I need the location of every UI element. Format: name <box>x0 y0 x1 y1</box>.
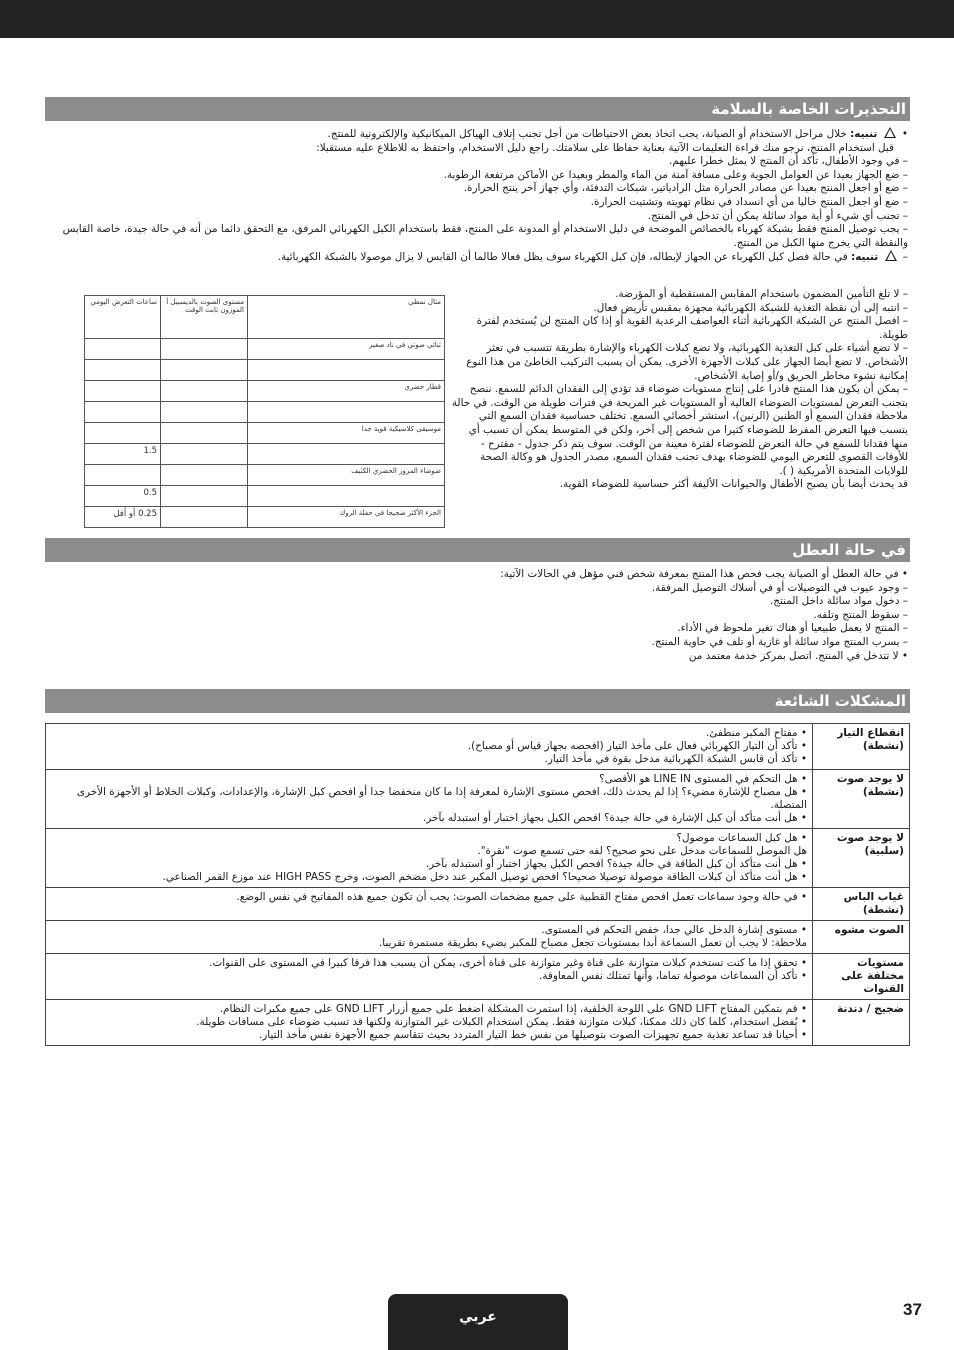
safety-intro <box>48 127 908 265</box>
table-cell <box>248 360 445 381</box>
safety-item: – افصل المنتج عن الشبكة الكهربائية أثناء العواصف الرعدية القوية أو إذا كان المنتج لن يُستخدم لفترة طويلة. <box>450 315 908 342</box>
fault-list <box>48 568 908 663</box>
table-cell <box>85 423 161 444</box>
table-cell <box>161 423 248 444</box>
table-cell: 0.25 أو أقل <box>85 507 161 528</box>
table-header-cell: مثال نمطي <box>248 296 445 339</box>
warning-icon <box>885 250 897 261</box>
safety-item: – في وجود الأطفال، تأكد أن المنتج لا يمثل خطرا عليهم. <box>48 155 908 169</box>
solution-line: • تحقق إذا ما كنت تستخدم كبلات متوازنة على قناة وغير متوازنة على قناة أخرى، يمكن أن يسبب هذا فرقا كبيرا في المستوى على القنوات. <box>209 957 807 969</box>
solution-line: • أحيانا قد تساعد تغذية جميع تجهيزات الصوت بتوصيلها من نفس خط التيار المتردد بحيث تتقاسم جميع الأجهزة نفس مأخذ التيار. <box>258 1029 807 1041</box>
table-cell <box>85 381 161 402</box>
problem-solution <box>46 954 813 1000</box>
fault-section-title: في حالة العطل <box>45 538 910 562</box>
table-row <box>46 829 910 888</box>
table-row <box>46 954 910 1000</box>
table-header-row <box>85 296 445 339</box>
problem-solution <box>46 770 813 829</box>
table-row <box>85 381 445 402</box>
table-cell <box>248 486 445 507</box>
table-cell <box>161 465 248 486</box>
page-number: 37 <box>903 1300 922 1319</box>
fault-item: – دخول مواد سائلة داخل المنتج. <box>48 595 908 609</box>
table-cell: الجزء الأكثر ضجيجا في حفلة الروك <box>248 507 445 528</box>
problem-key: الصوت مشوه <box>813 921 910 954</box>
safety-section-title: التحذيرات الخاصة بالسلامة <box>45 97 910 121</box>
problem-key: لا يوجد صوت (نشطة) <box>813 770 910 829</box>
solution-line: • هل التحكم في المستوى LINE IN هو الأقصى؟ <box>599 773 807 785</box>
table-row <box>46 1000 910 1046</box>
table-row <box>85 465 445 486</box>
table-row <box>85 339 445 360</box>
table-cell <box>248 402 445 423</box>
top-bar <box>0 0 954 38</box>
safety-item: – ضع أو اجعل المنتج خاليا من أي انسداد في نظام تهويته وتشتيت الحرارة. <box>48 196 908 210</box>
table-row <box>46 724 910 770</box>
solution-line: • يُفضل استخدام، كلما كان ذلك ممكنا، كبلات متوازنة فقط. يمكن استخدام الكبلات غير المتوازنة ولكنها قد تسبب ضوضاء على مسافات طويلة. <box>196 1016 807 1028</box>
table-cell: ضوضاء المرور الحضري الكثيف <box>248 465 445 486</box>
table-cell <box>161 360 248 381</box>
solution-line: • في حالة وجود سماعات تعمل افحص مفتاح القطبية على جميع مضخمات الصوت: يجب أن تكون جميع هذه المفاتيح في نفس الوضع. <box>236 891 807 903</box>
table-header-cell: ساعات التعرض اليومي <box>85 296 161 339</box>
problem-key: ضجيج / دندنة <box>813 1000 910 1046</box>
table-cell <box>85 339 161 360</box>
problem-solution <box>46 1000 813 1046</box>
table-header-cell: مستوى الصوت بالديسيبل أ الموزون ثابت الوقت <box>161 296 248 339</box>
solution-line: • تأكد أن التيار الكهربائي فعال على مأخذ التيار (افحصه بجهاز قياس أو مصباح). <box>467 740 807 752</box>
solution-line: • هل أنت متأكد أن كبلات الطاقة موصولة توصيلا صحيحا؟ افحص توصيل المكبر عند دخل مضخم الصوت، وخرج HIGH PASS عند موزع القمر الصناعي. <box>162 871 807 883</box>
problem-key: غياب الباس (نشطة) <box>813 888 910 921</box>
problem-solution <box>46 888 813 921</box>
table-cell <box>248 444 445 465</box>
solution-line: • هل أنت متأكد أن كبل الإشارة في حالة جيدة؟ افحص الكبل بجهاز اختبار أو استبدله بآخر. <box>422 812 807 824</box>
table-cell: قطار حضري <box>248 381 445 402</box>
table-cell: 0.5 <box>85 486 161 507</box>
problem-key: لا يوجد صوت (سلبية) <box>813 829 910 888</box>
warning-label: تنبيه: <box>851 251 879 264</box>
table-row <box>85 402 445 423</box>
warning-text: خلال مراحل الاستخدام أو الصيانة، يجب اتخاذ بعض الاحتياطات من أجل تجنب إتلاف الهياكل الميكانيكية والإلكترونية للمنتج. <box>327 128 847 140</box>
safety-item: – لا تلغ التأمين المضمون باستخدام المقابس المستقطبة أو المؤرضة. <box>450 288 908 302</box>
warning-text: في حالة فصل كبل الكهرباء عن الجهاز لإبطاله، فإن كبل الكهرباء سوف يظل فعالا طالما أن القابس لا يزال موصولا بالشبكة الكهربائية. <box>277 251 848 264</box>
safety-read-manual: قبل استخدام المنتج، نرجو منك قراءة التعليمات الآتية بعناية حفاظا على سلامتك. راجع دليل الاستخدام، واحتفظ به للاطلاع عليه مستقبلا: <box>316 141 894 154</box>
table-cell <box>161 402 248 423</box>
safety-item: – يمكن أن يكون هذا المنتج قادرا على إنتاج مستويات ضوضاء قد تؤدي إلى الفقدان الدائم للسمع. ننصح بتجنب التعرض لمستويات الضوضاء العالية أو المستويات غير المريحة في فترات طويلة من الوقت. في حالة ملاحظة فقدان السمع أو الطنين (الرنين)، استشر أخصائي السمع. تختلف حساسية فقدان السمع التي يتسبب فيها التعرض المفرط للضوضاء كثيرا من شخص إلى آخر، ولكن في المتوسط يمكن أن تسبب أي منها فقدانا للسمع في حالة التعرض للضوضاء لفترة معينة من الوقت. سوف يتم ذكر جدول - مقترح - للأوقات القصوى للتعرض اليومي للضوضاء بهدف تجنب فقدان السمع، مصدر الجدول هو وكالة الصحة للولايات المتحدة الأمريكية ( ). <box>450 383 908 478</box>
safety-item: – تجنب أي شيء أو أية مواد سائلة يمكن أن تدخل في المنتج. <box>48 210 908 224</box>
table-cell <box>161 444 248 465</box>
table-cell: 1.5 <box>85 444 161 465</box>
fault-last: • لا تتدخل في المنتج. اتصل بمركز خدمة معتمد من <box>48 650 908 664</box>
problem-solution <box>46 829 813 888</box>
fault-item: – المنتج لا يعمل طبيعيا أو هناك تغير ملحوظ في الأداء. <box>48 622 908 636</box>
solution-line: • هل أنت متأكد أن كبل الطاقة في حالة جيدة؟ افحص الكبل بجهاز اختبار أو استبدله بآخر. <box>425 858 807 870</box>
table-cell <box>161 507 248 528</box>
safety-item: – ضع أو اجعل المنتج بعيدا عن مصادر الحرارة مثل الرادياتير، شبكات التدفئة، وأي جهاز آخر ينتج الحرارة. <box>48 182 908 196</box>
table-cell: ثنائي صوتي في ناد صغير <box>248 339 445 360</box>
table-cell <box>161 486 248 507</box>
table-row <box>85 507 445 528</box>
safety-item: – انتبه إلى أن نقطة التغذية للشبكة الكهربائية مجهزة بمقبس تأريض فعال. <box>450 302 908 316</box>
solution-line: هل الموصل للسماعات مدخل على نحو صحيح؟ لفه حتى تسمع صوت "نقرة". <box>477 845 807 857</box>
table-cell <box>161 339 248 360</box>
solution-line: • تأكد أن قابس الشبكة الكهربائية مدخل بقوة في مأخذ التيار. <box>544 753 807 765</box>
table-row <box>46 888 910 921</box>
problem-solution <box>46 921 813 954</box>
table-cell <box>85 465 161 486</box>
table-row <box>85 360 445 381</box>
problem-key: انقطاع التيار (نشطة) <box>813 724 910 770</box>
solution-line: • هل كبل السماعات موصول؟ <box>676 832 807 844</box>
fault-intro: • في حالة العطل أو الصيانة يجب فحص هذا المنتج بمعرفة شخص فني مؤهل في الحالات الآتية: <box>48 568 908 582</box>
problems-section-title: المشكلات الشائعة <box>45 689 910 713</box>
noise-exposure-table <box>84 295 445 528</box>
table-cell <box>85 402 161 423</box>
warning-label: تنبيه: <box>850 128 878 140</box>
solution-line: • تأكد أن السماعات موصولة تماما، وأنها تمتلك نفس المعاوقة. <box>539 970 807 982</box>
table-row <box>46 921 910 954</box>
table-cell <box>85 360 161 381</box>
table-row <box>85 444 445 465</box>
table-cell <box>161 381 248 402</box>
problem-key: مستويات مختلفة على القنوات <box>813 954 910 1000</box>
warning-icon <box>884 127 896 138</box>
safety-item: – لا تضع أشياء على كبل التغذية الكهربائية، ولا تضع كبلات الكهرباء والإشارة بطريقة تتسبب في تعثر الأشخاص. لا تضع أيضا الجهاز على كبلات الأجهزة الأخرى. يمكن أن يسبب التركيب الخاطئ من هذا النوع إمكانية نشوء مخاطر الحريق و/أو إصابة الأشخاص. <box>450 342 908 383</box>
table-cell: موسيقى كلاسيكية قوية جدا <box>248 423 445 444</box>
fault-item: – سقوط المنتج وتلفه. <box>48 609 908 623</box>
safety-item: قد يحدث أيضا بأن يصبح الأطفال والحيوانات الأليفة أكثر حساسية للضوضاء القوية. <box>559 478 908 491</box>
solution-line: ملاحظة: لا يجب أن تعمل السماعة أبدا بمستويات تجعل مصباح للمكبر يضيء بطريقة مستمرة تقريبا. <box>378 937 807 949</box>
safety-items-right <box>450 288 908 492</box>
solution-line: • مفتاح المكبر منطفئ. <box>706 727 807 739</box>
safety-item: – يجب توصيل المنتج فقط بشبكة كهرباء بالخصائص الموضحة في دليل الاستخدام أو المدونة على المنتج، فقط باستخدام الكبل الكهربائي المرفق، مع التحقق دائما من أنه في حالة جيدة، خاصة القابس والنقطة التي يخرج منها الكبل من المنتج. <box>48 223 908 250</box>
table-row <box>46 770 910 829</box>
fault-item: – وجود عيوب في التوصيلات أو في أسلاك التوصيل المرفقة. <box>48 582 908 596</box>
fault-item: – يسرب المنتج مواد سائلة أو غازية أو تلف في حاوية المنتج. <box>48 636 908 650</box>
table-row <box>85 486 445 507</box>
table-row <box>85 423 445 444</box>
problem-solution <box>46 724 813 770</box>
safety-item: – ضع الجهاز بعيدا عن العوامل الجوية وعلى مسافة آمنة من الماء والمطر وبعيدا عن الأماكن مرتفعة الرطوبة. <box>48 169 908 183</box>
solution-line: • قم بتمكين المفتاح GND LIFT على اللوحة الخلفية، إذا استمرت المشكلة اضغط على جميع أزرار GND LIFT على جميع مكبرات النظام. <box>219 1003 807 1015</box>
solution-line: • هل مصباح للإشارة مضيء؟ إذا لم يحدث ذلك، افحص مستوى الإشارة لمعرفة إذا ما كان منخفضا جدا أو افحص كبل الإشارة، والإعدادات، وكبلات الخلاط أو الأجهزة الأخرى المتصلة. <box>76 786 807 811</box>
language-tab: عربي <box>388 1294 568 1350</box>
solution-line: • مستوى إشارة الدخل عالي جدا، خفض التحكم في المستوى. <box>541 924 807 936</box>
troubleshooting-table <box>45 723 910 1046</box>
